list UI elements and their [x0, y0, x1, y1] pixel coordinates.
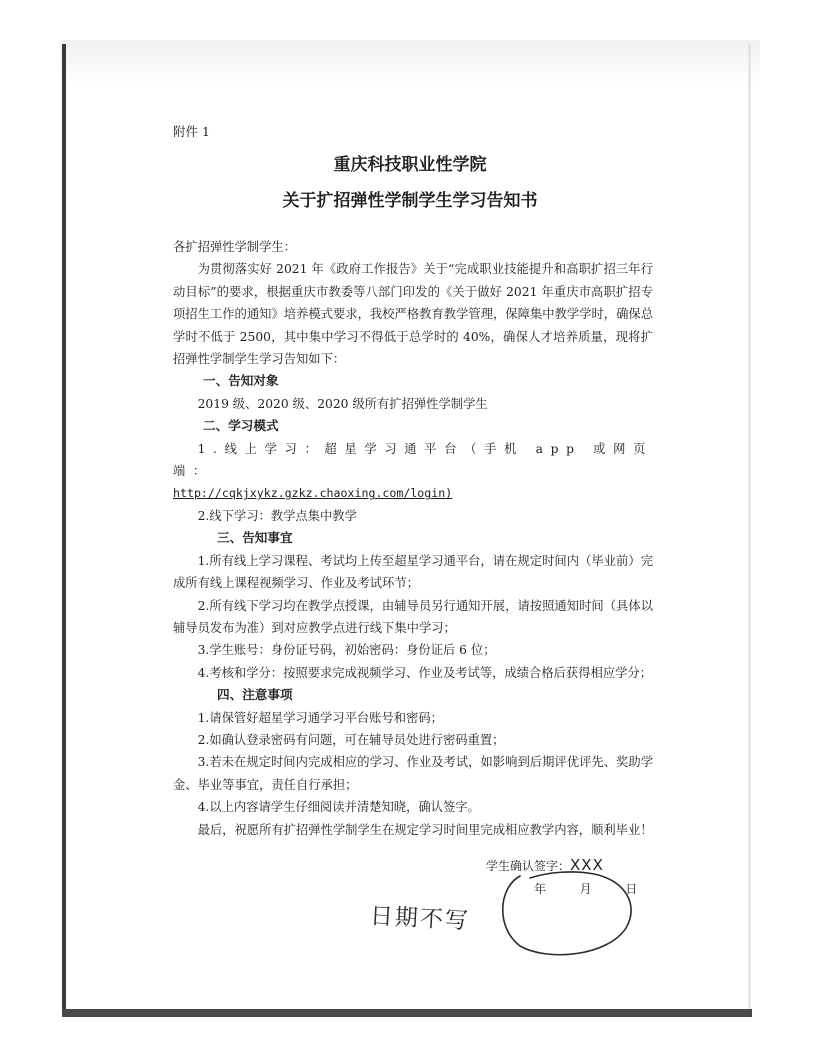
online-study-text: 1.线上学习：超星学习通平台（手机 app 或网页端： [173, 441, 653, 479]
scan-edge-right [748, 44, 751, 1014]
date-day: 日 [625, 882, 638, 896]
handwritten-circle-mark [490, 866, 640, 961]
scan-edge-left [62, 44, 66, 1014]
section-heading-precautions: 四、注意事项 [217, 687, 293, 703]
platform-url-link[interactable]: http://cqkjxykz.gzkz.chaoxing.com/login) [173, 486, 453, 501]
section-heading-notice-items: 三、告知事宜 [217, 530, 293, 546]
date-month: 月 [579, 882, 592, 896]
notice-item: 4.考核和学分：按照要求完成视频学习、作业及考试等，成绩合格后获得相应学分； [197, 665, 653, 680]
scan-shadow-top [60, 40, 760, 86]
handwritten-note: 日期不写 [369, 903, 471, 935]
precaution-item: 4.以上内容请学生仔细阅读并清楚知晓，确认签字。 [197, 800, 480, 815]
notice-item: 2.所有线下学习均在教学点授课，由辅导员另行通知开展，请按照通知时间（具体以辅导员发布为准）到对应教学点进行线下集中学习； [173, 598, 653, 635]
scan-edge-bottom [62, 1009, 752, 1017]
precaution-item: 2.如确认登录密码有问题，可在辅导员处进行密码重置； [197, 732, 505, 747]
precaution-item: 1.请保管好超星学习通学习平台账号和密码； [197, 710, 443, 725]
document-title-line2: 关于扩招弹性学制学生学习告知书 [282, 191, 538, 211]
salutation: 各扩招弹性学制学生： [173, 240, 296, 254]
offline-study-text: 2.线下学习：教学点集中教学 [197, 508, 357, 523]
section-heading-audience: 一、告知对象 [203, 373, 279, 389]
attachment-label: 附件 1 [173, 124, 210, 139]
notice-item: 1.所有线上学习课程、考试均上传至超星学习通平台，请在规定时间内（毕业前）完成所有线上课程视频学习、作业及考试环节； [173, 553, 653, 591]
section-heading-study-mode: 二、学习模式 [203, 418, 279, 434]
closing-paragraph: 最后，祝愿所有扩招弹性学制学生在规定学习时间里完成相应教学内容，顺利毕业！ [197, 822, 653, 837]
signature-name: XXX [570, 856, 604, 874]
document-title-line1: 重庆科技职业性学院 [333, 155, 487, 175]
date-year: 年 [534, 882, 547, 896]
signature-label: 学生确认签字： [486, 859, 571, 873]
audience-text: 2019 级、2020 级、2020 级所有扩招弹性学制学生 [197, 396, 488, 411]
intro-paragraph: 为贯彻落实好 2021 年《政府工作报告》关于“完成职业技能提升和高职扩招三年行动目标”的要求，根据重庆市教委等八部门印发的《关于做好 2021 年重庆市高职扩招专项招生工作的通知》培养模式要求，我校严格教育教学管理，保障集中教学学时，确保总学时不低于 2500，其中集中学习不得低于总学时的 40%，确保人才培养质量，现将扩招弹性学制学生学习告知如下： [173, 262, 653, 367]
document-body [173, 236, 653, 841]
notice-item: 3.学生账号：身份证号码，初始密码：身份证后 6 位； [197, 643, 496, 658]
precaution-item: 3.若未在规定时间内完成相应的学习、作业及考试，如影响到后期评优评先、奖助学金、毕业等事宜，责任自行承担； [173, 755, 653, 792]
